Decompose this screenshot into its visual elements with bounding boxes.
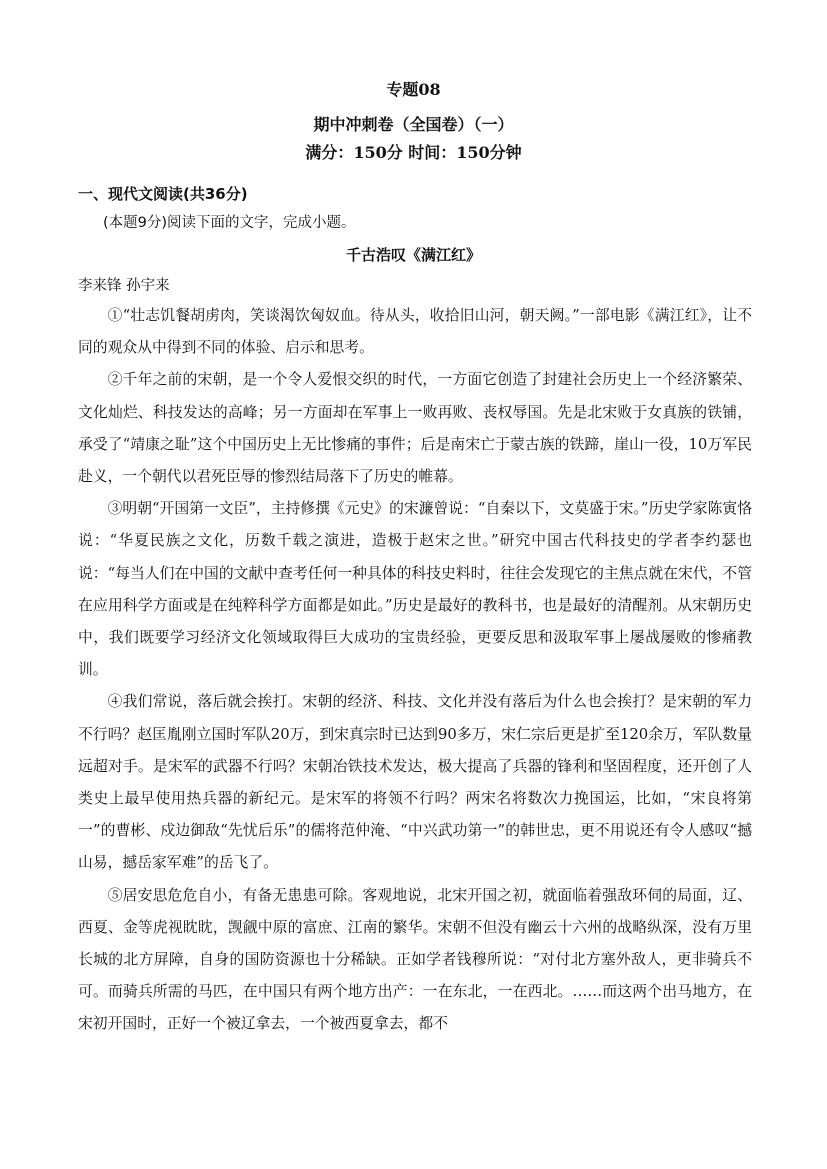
article-body [78,300,752,1041]
score-time-line: 满分：150分 时间：150分钟 [305,143,522,162]
exam-title: 期中冲刺卷（全国卷）（一） [313,115,514,134]
article-authors: 李来锋 孙宇来 [78,278,170,294]
section-heading: 一、现代文阅读(共36分) [78,185,248,203]
topic-number: 专题08 [386,80,441,99]
question-instruction: (本题9分)阅读下面的文字，完成小题。 [103,215,356,231]
paragraph-2: ②千年之前的宋朝，是一个令人爱恨交织的时代，一方面它创造了封建社会历史上一个经济繁荣、文化灿烂、科技发达的高峰；另一方面却在军事上一败再败、丧权辱国。先是北宋败于女真族的铁铺，承受了“靖康之耻”这个中国历史上无比惨痛的事件；后是南宋亡于蒙古族的铁蹄，崖山一役，10万军民赴义，一个朝代以君死臣辱的惨烈结局落下了历史的帷幕。 [78,371,752,486]
paragraph-1: ①“壮志饥餐胡虏肉，笑谈渴饮匈奴血。待从头，收拾旧山河，朝天阙。”一部电影《满江红》，让不同的观众从中得到不同的体验、启示和思考。 [78,307,752,357]
paragraph-3: ③明朝“开国第一文臣”，主持修撰《元史》的宋濂曾说：“自秦以下，文莫盛于宋。”历史学家陈寅恪说：“华夏民族之文化，历数千载之演进，造极于赵宋之世。”研究中国古代科技史的学者李约瑟也说：“每当人们在中国的文献中查考任何一种具体的科技史料时，往往会发现它的主焦点就在宋代，不管在应用科学方面或是在纯粹科学方面都是如此。”历史是最好的教科书，也是最好的清醒剂。从宋朝历史中，我们既要学习经济文化领域取得巨大成功的宝贵经验，更要反思和汲取军事上屡战屡败的惨痛教训。 [78,500,752,679]
paragraph-5: ⑤居安思危危自小，有备无患患可除。客观地说，北宋开国之初，就面临着强敌环伺的局面，辽、西夏、金等虎视眈眈，觊觎中原的富庶、江南的繁华。宋朝不但没有幽云十六州的战略纵深，没有万里长城的北方屏障，自身的国防资源也十分稀缺。正如学者钱穆所说：“对付北方塞外敌人，更非骑兵不可。而骑兵所需的马匹，在中国只有两个地方出产：一在东北，一在西北。……而这两个出马地方，在宋初开国时，正好一个被辽拿去，一个被西夏拿去，都不 [78,886,752,1033]
paragraph-4: ④我们常说，落后就会挨打。宋朝的经济、科技、文化并没有落后为什么也会挨打？是宋朝的军力不行吗？赵匡胤刚立国时军队20万，到宋真宗时已达到90多万，宋仁宗后更是扩至120余万，军队数量远超对手。是宋军的武器不行吗？宋朝冶铁技术发达，极大提高了兵器的锋利和坚固程度，还开创了人类史上最早使用热兵器的新纪元。是宋军的将领不行吗？两宋名将数次力挽国运，比如，“宋良将第一”的曹彬、戍边御敌“先忧后乐”的儒将范仲淹、“中兴武功第一”的韩世忠，更不用说还有令人感叹“撼山易，撼岳家军难”的岳飞了。 [78,693,752,872]
article-title: 千古浩叹《满江红》 [345,246,481,264]
